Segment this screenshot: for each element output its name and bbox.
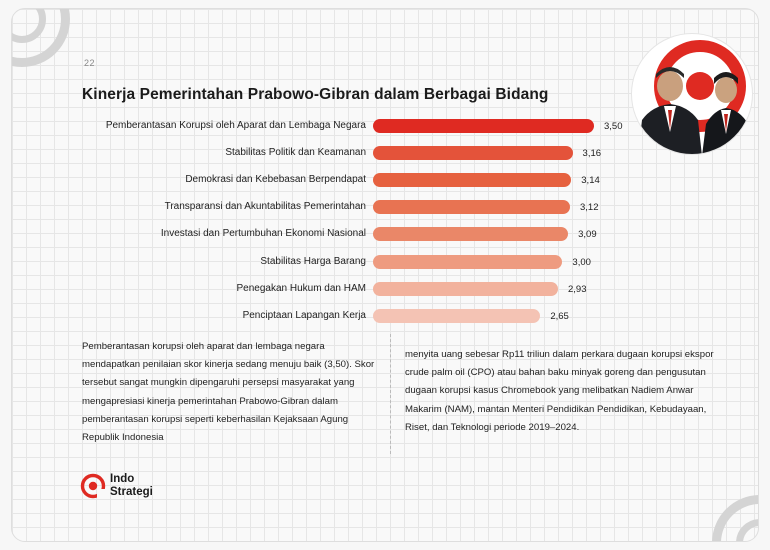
brand-logo [80, 471, 200, 503]
bar [373, 146, 573, 160]
bar [373, 282, 558, 296]
value-label: 3,16 [582, 148, 602, 160]
indostrategi-logo-icon [80, 473, 106, 499]
portrait-photo-icon [632, 34, 753, 155]
category-label: Penciptaan Lapangan Kerja [242, 309, 366, 321]
bar [373, 173, 571, 187]
leaders-portrait-photo [631, 33, 753, 155]
category-label: Demokrasi dan Kebebasan Berpendapat [185, 174, 366, 186]
body-text-left: Pemberantasan korupsi oleh aparat dan lembaga negara mendapatkan penilaian skor kinerja sedang menuju baik (3,50). Skor tersebut sangat mungkin dipengaruhi persepsi masyarakat yang mengapresiasi kinerja pemerintahan Prabowo-Gibran dalam pemberantasan korupsi seperti keberhasilan Kejaksaan Agung Republik Indonesia [82, 341, 375, 444]
logo-line-1: Indo [110, 473, 135, 485]
category-label: Pemberantasan Korupsi oleh Aparat dan Lembaga Negara [105, 120, 366, 131]
value-label: 3,09 [578, 229, 597, 241]
category-label: Penegakan Hukum dan HAM [236, 282, 366, 294]
bar [373, 119, 594, 133]
logo-line-2: Strategi [110, 486, 153, 498]
logo-wordmark [110, 473, 153, 499]
chart-title: Kinerja Pemerintahan Prabowo-Gibran dalam Berbagai Bidang [82, 86, 549, 103]
bar [373, 255, 562, 269]
bar [373, 200, 570, 214]
category-label: Stabilitas Politik dan Keamanan [225, 147, 366, 159]
bar [373, 309, 540, 323]
value-label: 2,93 [568, 283, 587, 295]
value-label: 3,00 [572, 256, 591, 268]
value-label: 3,14 [581, 175, 600, 187]
page-number: 22 [84, 58, 96, 68]
category-label: Transparansi dan Akuntabilitas Pemerintahan [164, 201, 366, 213]
value-label: 2,65 [550, 310, 569, 322]
infographic-card [11, 8, 759, 542]
body-text-right: menyita uang sebesar Rp11 triliun dalam perkara dugaan korupsi ekspor crude palm oil (CPO) atau bahan baku minyak goreng dan pengusutan dugaan korupsi kasus Chromebook yang melibatkan Nadiem Anwar Makarim (NAM), mantan Menteri Pendidikan Pendidikan, Kebudayaan, Riset, dan Teknologi periode 2019–2024. [405, 349, 714, 433]
bar [373, 227, 568, 241]
value-label: 3,50 [604, 121, 623, 132]
category-label: Stabilitas Harga Barang [260, 255, 366, 267]
category-label: Investasi dan Pertumbuhan Ekonomi Nasional [160, 228, 366, 240]
column-divider [390, 334, 391, 454]
value-label: 3,12 [580, 202, 599, 214]
